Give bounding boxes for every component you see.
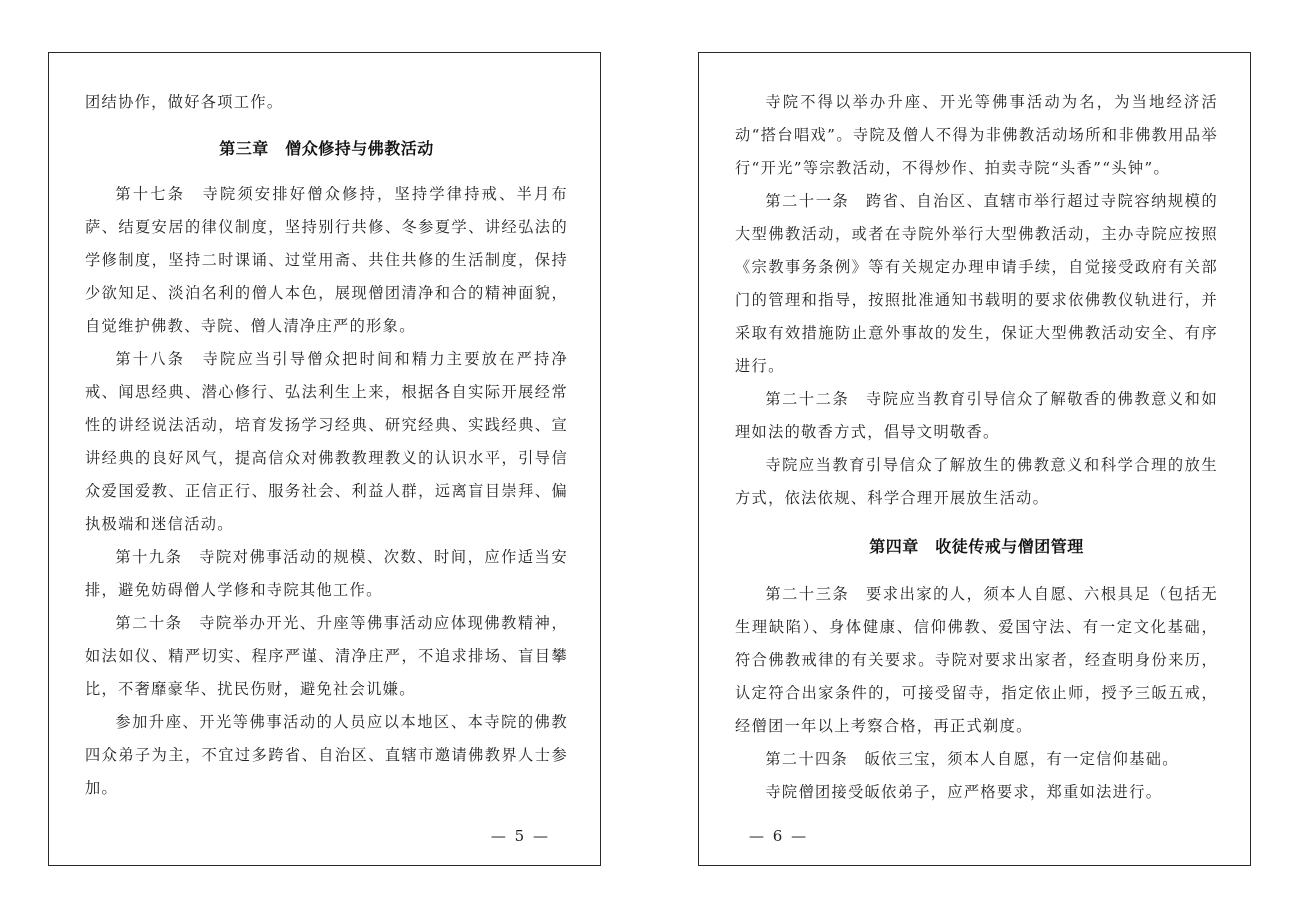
paragraph: 第二十四条 皈依三宝，须本人自愿，有一定信仰基础。 xyxy=(765,750,1179,768)
paragraph: 第二十一条 跨省、自治区、直辖市举行超过寺院容纳规模的大型佛教活动，或者在寺院外举行大型佛教活动，主办寺院应按照《宗教事务条例》等有关规定办理申请手续，自觉接受政府有关部门的管理和指导，按照批准通知书载明的要求依佛教仪轨进行，并采取有效措施防止意外事故的发生，保证大型佛教活动安全、有序进行。 xyxy=(735,192,1218,375)
chapter-heading: 第四章 收徒传戒与僧团管理 xyxy=(869,537,1084,556)
document-page-right xyxy=(698,52,1251,866)
paragraph: 团结协作，做好各项工作。 xyxy=(85,93,284,111)
chapter-heading: 第三章 僧众修持与佛教活动 xyxy=(219,139,434,158)
paragraph: 第十九条 寺院对佛事活动的规模、次数、时间，应作适当安排，避免妨碍僧人学修和寺院其他工作。 xyxy=(85,548,568,599)
page-number: — 5 — xyxy=(490,827,550,845)
page-number: — 6 — xyxy=(749,827,809,845)
page-content xyxy=(85,86,568,805)
paragraph: 第二十三条 要求出家的人，须本人自愿、六根具足（包括无生理缺陷）、身体健康、信仰佛教、爱国守法、有一定文化基础，符合佛教戒律的有关要求。寺院对要求出家者，经查明身份来历，认定符合出家条件的，可接受留寺，指定依止师，授予三皈五戒，经僧团一年以上考察合格，再正式剃度。 xyxy=(735,585,1218,735)
document-page-left xyxy=(48,52,601,866)
paragraph: 参加升座、开光等佛事活动的人员应以本地区、本寺院的佛教四众弟子为主，不宜过多跨省、自治区、直辖市邀请佛教界人士参加。 xyxy=(85,713,568,797)
paragraph: 第二十条 寺院举办开光、升座等佛事活动应体现佛教精神，如法如仪、精严切实、程序严谨、清净庄严，不追求排场、盲目攀比，不奢靡豪华、扰民伤财，避免社会讥嫌。 xyxy=(85,614,568,698)
paragraph: 寺院僧团接受皈依弟子，应严格要求，郑重如法进行。 xyxy=(765,783,1163,801)
paragraph: 第十七条 寺院须安排好僧众修持，坚持学律持戒、半月布萨、结夏安居的律仪制度，坚持别行共修、冬参夏学、讲经弘法的学修制度，坚持二时课诵、过堂用斋、共住共修的生活制度，保持少欲知足、淡泊名利的僧人本色，展现僧团清净和合的精神面貌，自觉维护佛教、寺院、僧人清净庄严的形象。 xyxy=(85,185,568,335)
paragraph: 寺院应当教育引导信众了解放生的佛教意义和科学合理的放生方式，依法依规、科学合理开展放生活动。 xyxy=(735,456,1218,507)
paragraph: 寺院不得以举办升座、开光等佛事活动为名，为当地经济活动“搭台唱戏”。寺院及僧人不得为非佛教活动场所和非佛教用品举行“开光”等宗教活动，不得炒作、拍卖寺院“头香”“头钟”。 xyxy=(735,93,1218,177)
paragraph: 第二十二条 寺院应当教育引导信众了解敬香的佛教意义和如理如法的敬香方式，倡导文明敬香。 xyxy=(735,390,1218,441)
page-content xyxy=(735,86,1218,809)
paragraph: 第十八条 寺院应当引导僧众把时间和精力主要放在严持净戒、闻思经典、潜心修行、弘法利生上来，根据各自实际开展经常性的讲经说法活动，培育发扬学习经典、研究经典、实践经典、宣讲经典的良好风气，提高信众对佛教教理教义的认识水平，引导信众爱国爱教、正信正行、服务社会、利益人群，远离盲目崇拜、偏执极端和迷信活动。 xyxy=(85,350,568,533)
